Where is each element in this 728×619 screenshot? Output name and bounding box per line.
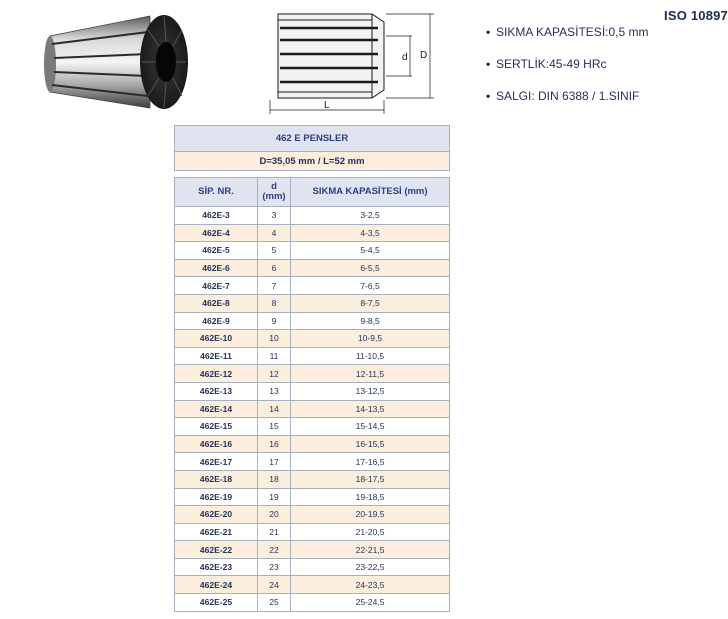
header-d-top: d	[271, 181, 277, 192]
code-cell: 462E-15	[175, 418, 258, 436]
drawing-label-L: L	[324, 100, 330, 111]
code-cell: 462E-10	[175, 330, 258, 348]
capacity-cell: 6-5,5	[291, 259, 450, 277]
code-cell: 462E-16	[175, 435, 258, 453]
capacity-cell: 18-17,5	[291, 470, 450, 488]
table-row	[175, 294, 450, 312]
drawing-label-D: D	[420, 50, 428, 61]
capacity-cell: 16-15,5	[291, 435, 450, 453]
table-row	[175, 400, 450, 418]
d-cell: 20	[258, 506, 291, 524]
capacity-cell: 5-4,5	[291, 242, 450, 260]
d-cell: 16	[258, 435, 291, 453]
spec-capacity: • SIKMA KAPASİTESİ:0,5 mm	[486, 22, 649, 54]
d-cell: 13	[258, 382, 291, 400]
code-cell: 462E-9	[175, 312, 258, 330]
d-cell: 4	[258, 224, 291, 242]
table-row	[175, 330, 450, 348]
capacity-cell: 7-6,5	[291, 277, 450, 295]
header-capacity: SIKMA KAPASİTESİ (mm)	[291, 178, 450, 207]
header-d	[258, 178, 291, 207]
code-cell: 462E-3	[175, 207, 258, 225]
capacity-cell: 21-20,5	[291, 523, 450, 541]
d-cell: 14	[258, 400, 291, 418]
code-cell: 462E-4	[175, 224, 258, 242]
d-cell: 7	[258, 277, 291, 295]
d-cell: 3	[258, 207, 291, 225]
table-row	[175, 259, 450, 277]
code-cell: 462E-8	[175, 294, 258, 312]
table-row	[175, 594, 450, 612]
table-row	[175, 224, 450, 242]
table-dimensions: D=35,05 mm / L=52 mm	[175, 152, 450, 171]
capacity-cell: 25-24,5	[291, 594, 450, 612]
capacity-cell: 8-7,5	[291, 294, 450, 312]
code-cell: 462E-11	[175, 347, 258, 365]
d-cell: 23	[258, 558, 291, 576]
code-cell: 462E-6	[175, 259, 258, 277]
capacity-cell: 17-16,5	[291, 453, 450, 471]
code-cell: 462E-17	[175, 453, 258, 471]
spec-hardness: • SERTLİK:45-49 HRc	[486, 54, 649, 86]
code-cell: 462E-13	[175, 382, 258, 400]
d-cell: 15	[258, 418, 291, 436]
table-row	[175, 418, 450, 436]
collet-table	[174, 125, 449, 612]
d-cell: 10	[258, 330, 291, 348]
d-cell: 6	[258, 259, 291, 277]
spec-list	[486, 22, 649, 118]
table-row	[175, 312, 450, 330]
table-row	[175, 576, 450, 594]
code-cell: 462E-22	[175, 541, 258, 559]
capacity-cell: 20-19,5	[291, 506, 450, 524]
table-row	[175, 382, 450, 400]
capacity-cell: 15-14,5	[291, 418, 450, 436]
header-code: SİP. NR.	[175, 178, 258, 207]
table-row	[175, 453, 450, 471]
d-cell: 25	[258, 594, 291, 612]
capacity-cell: 23-22,5	[291, 558, 450, 576]
capacity-cell: 24-23,5	[291, 576, 450, 594]
table-row	[175, 242, 450, 260]
table-row	[175, 558, 450, 576]
table-body	[175, 207, 450, 612]
d-cell: 5	[258, 242, 291, 260]
table-row	[175, 523, 450, 541]
code-cell: 462E-19	[175, 488, 258, 506]
d-cell: 18	[258, 470, 291, 488]
capacity-cell: 10-9,5	[291, 330, 450, 348]
d-cell: 19	[258, 488, 291, 506]
capacity-cell: 12-11,5	[291, 365, 450, 383]
capacity-cell: 22-21,5	[291, 541, 450, 559]
table-title: 462 E PENSLER	[175, 126, 450, 152]
d-cell: 11	[258, 347, 291, 365]
capacity-cell: 11-10,5	[291, 347, 450, 365]
table-row	[175, 435, 450, 453]
table-row	[175, 506, 450, 524]
code-cell: 462E-7	[175, 277, 258, 295]
table-row	[175, 541, 450, 559]
d-cell: 12	[258, 365, 291, 383]
table-row	[175, 470, 450, 488]
capacity-cell: 19-18,5	[291, 488, 450, 506]
code-cell: 462E-21	[175, 523, 258, 541]
technical-drawing	[262, 8, 438, 116]
d-cell: 24	[258, 576, 291, 594]
capacity-cell: 9-8,5	[291, 312, 450, 330]
code-cell: 462E-14	[175, 400, 258, 418]
code-cell: 462E-23	[175, 558, 258, 576]
iso-standard-label: ISO 10897	[664, 8, 728, 23]
table-row	[175, 347, 450, 365]
table-row	[175, 365, 450, 383]
capacity-cell: 4-3,5	[291, 224, 450, 242]
table-row	[175, 207, 450, 225]
header-d-unit: (mm)	[262, 191, 286, 202]
code-cell: 462E-24	[175, 576, 258, 594]
d-cell: 9	[258, 312, 291, 330]
collet-photo	[38, 14, 190, 112]
spec-runout: • SALGI: DIN 6388 / 1.SINIF	[486, 86, 649, 118]
table-row	[175, 488, 450, 506]
capacity-cell: 3-2,5	[291, 207, 450, 225]
code-cell: 462E-5	[175, 242, 258, 260]
code-cell: 462E-20	[175, 506, 258, 524]
d-cell: 8	[258, 294, 291, 312]
drawing-label-d: d	[402, 52, 408, 63]
capacity-cell: 13-12,5	[291, 382, 450, 400]
capacity-cell: 14-13,5	[291, 400, 450, 418]
code-cell: 462E-12	[175, 365, 258, 383]
table-row	[175, 277, 450, 295]
d-cell: 22	[258, 541, 291, 559]
d-cell: 17	[258, 453, 291, 471]
d-cell: 21	[258, 523, 291, 541]
code-cell: 462E-18	[175, 470, 258, 488]
code-cell: 462E-25	[175, 594, 258, 612]
